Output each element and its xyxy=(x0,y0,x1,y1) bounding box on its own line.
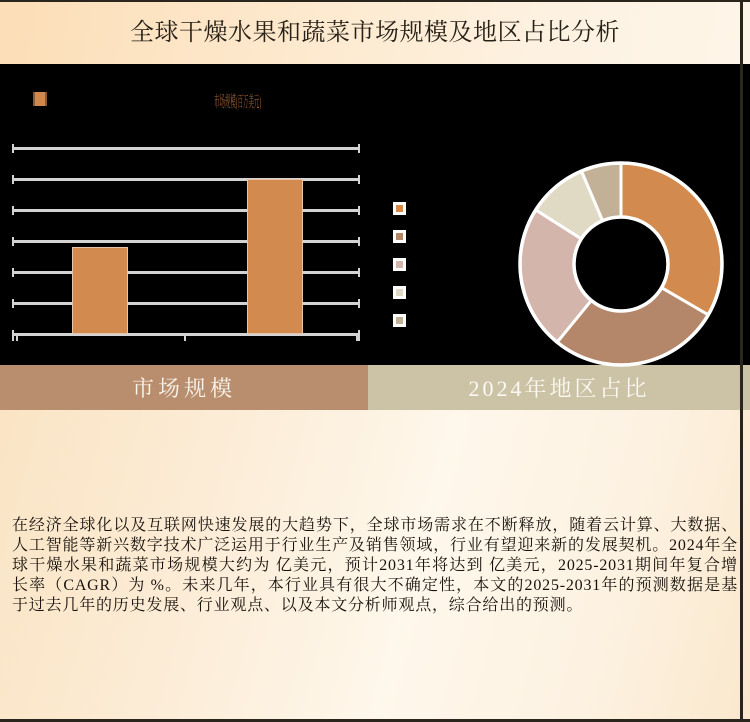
pie-legend xyxy=(393,202,406,327)
frame-border-top xyxy=(0,0,750,2)
frame-border-right xyxy=(740,0,743,722)
gridline xyxy=(12,147,360,150)
donut-chart xyxy=(516,159,726,369)
bar-chart xyxy=(12,148,360,334)
page-title: 全球干燥水果和蔬菜市场规模及地区占比分析 xyxy=(130,20,620,46)
top-banner xyxy=(0,0,750,64)
bar-2024 xyxy=(72,247,128,334)
pie-legend-swatch-brown-segment xyxy=(393,230,406,243)
pie-legend-chip xyxy=(396,289,403,296)
donut-inner-ring xyxy=(574,217,668,311)
footer-section xyxy=(0,410,750,722)
pie-legend-chip xyxy=(396,261,403,268)
bar-2031 xyxy=(247,179,303,334)
x-axis-baseline xyxy=(12,333,360,336)
x-axis-tick xyxy=(184,335,186,341)
pie-legend-swatch-orange-segment xyxy=(393,202,406,215)
caption-region-share: 2024年地区占比 xyxy=(368,365,750,410)
squished-axis-label: 市场规模(百万美元) xyxy=(214,94,262,111)
caption-market-size: 市场规模 xyxy=(0,365,368,410)
gridline xyxy=(12,209,360,212)
x-axis-tick xyxy=(358,335,360,341)
pie-legend-chip xyxy=(396,205,403,212)
gridline xyxy=(12,271,360,274)
pie-legend-chip xyxy=(396,233,403,240)
x-axis-tick xyxy=(16,335,18,341)
gridline xyxy=(12,240,360,243)
bar-legend-swatch xyxy=(33,92,47,106)
pie-legend-swatch-rose-segment xyxy=(393,258,406,271)
gridline xyxy=(12,178,360,181)
caption-row xyxy=(0,365,750,410)
x-axis-tick xyxy=(12,335,14,341)
gridline xyxy=(12,302,360,305)
pie-legend-swatch-tan-segment xyxy=(393,314,406,327)
analysis-paragraph: 在经济全球化以及互联网快速发展的大趋势下，全球市场需求在不断释放，随着云计算、大数据、人工智能等新兴数字技术广泛运用于行业生产及销售领域，行业有望迎来新的发展契机。2024年全球干燥水果和蔬菜市场规模大约为 亿美元，预计2031年将达到 亿美元，2025-2031期间年复合增长率（CAGR）为 %。未来几年，本行业具有很大不确定性，本文的2025-2031年的预测数据是基于过去几年的历史发展、行业观点、以及本文分析师观点，综合给出的预测。 xyxy=(12,517,738,614)
pie-legend-chip xyxy=(396,317,403,324)
pie-legend-swatch-cream-segment xyxy=(393,286,406,299)
